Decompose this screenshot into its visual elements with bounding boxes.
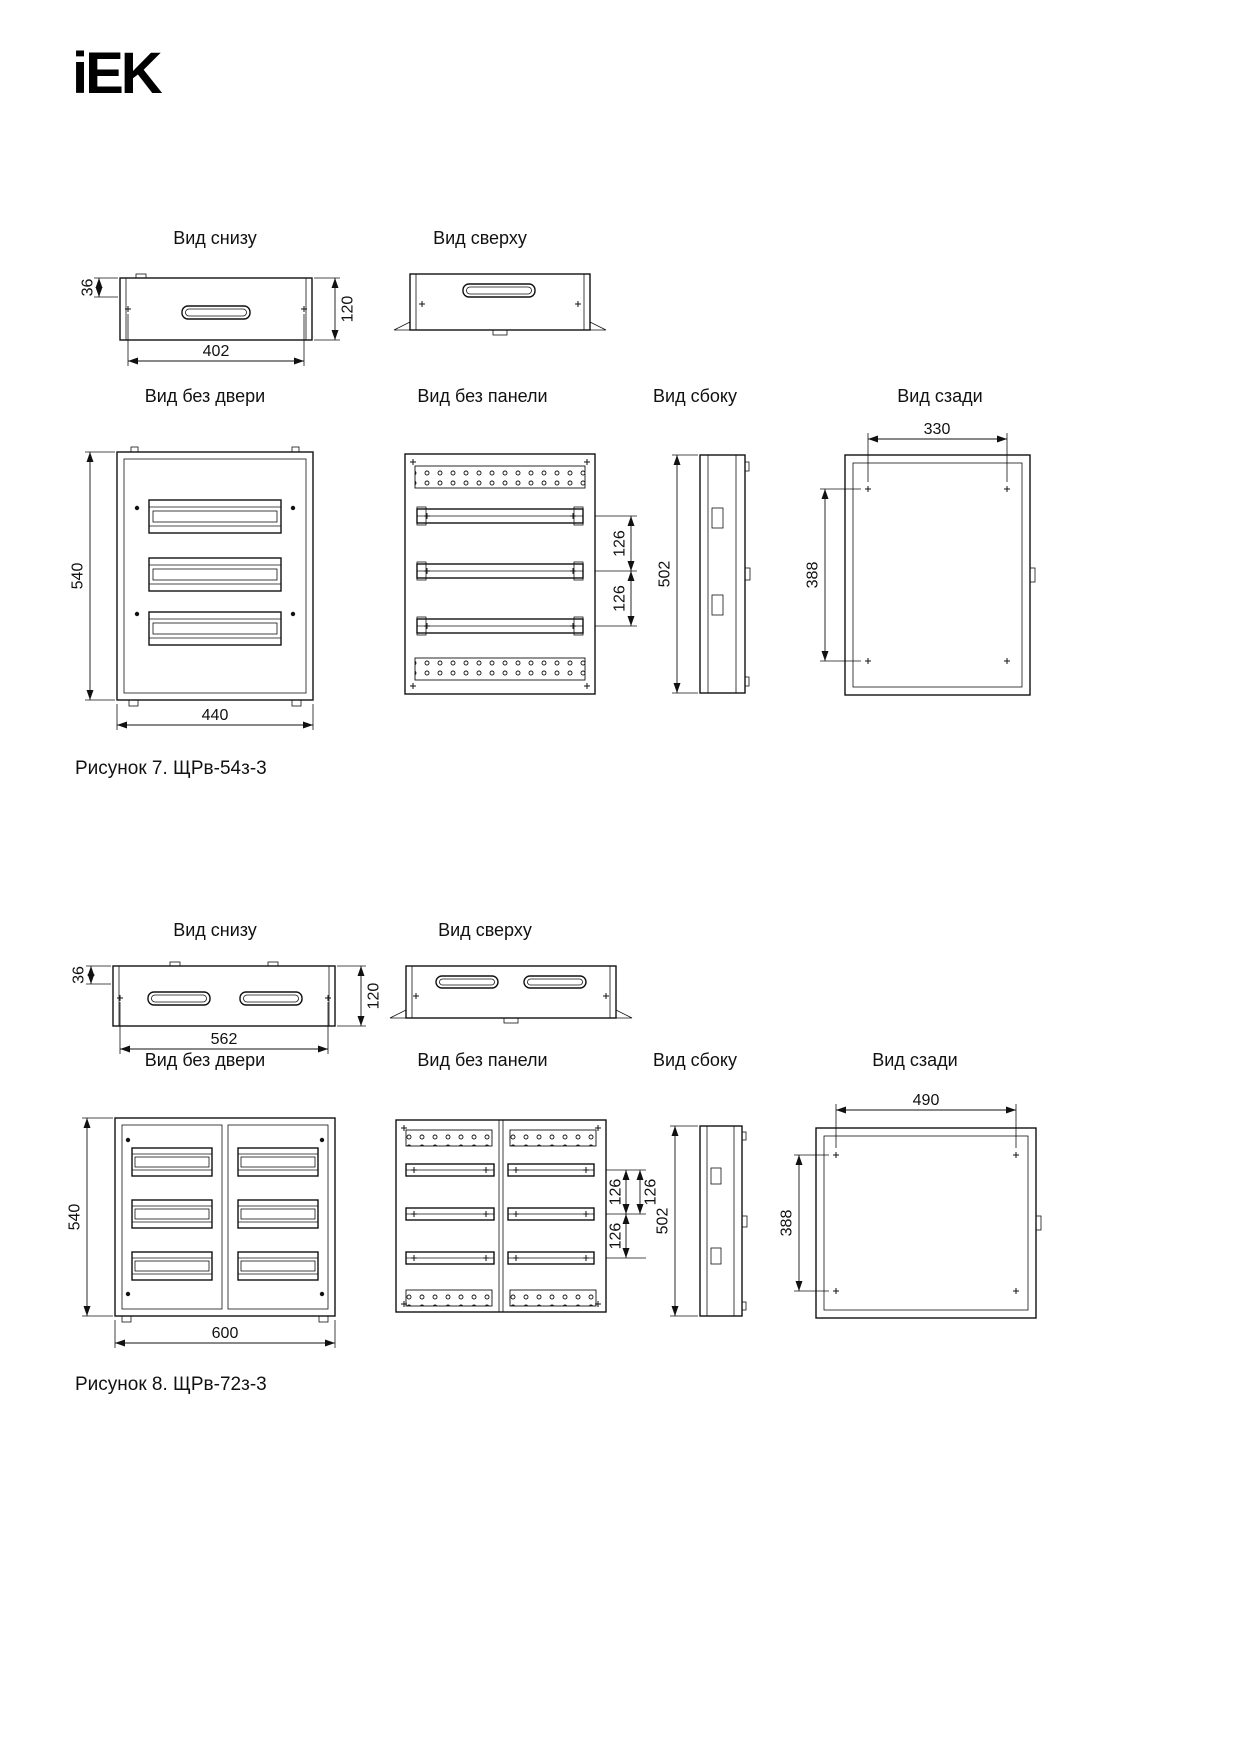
enclosure-top-outline <box>394 274 606 335</box>
fig8-label-panel-view: Вид без панели <box>417 1050 548 1070</box>
perforation-strip <box>510 1290 596 1306</box>
enclosure-panel-outline <box>405 454 595 694</box>
dim-402: 402 <box>202 343 230 360</box>
fig8-front-view <box>60 1090 370 1390</box>
fig7-label-panel-view: Вид без панели <box>417 386 548 406</box>
module-rows <box>149 500 281 645</box>
dim-126-bottom: 126 <box>611 585 629 612</box>
perforation-strip-bottom <box>415 658 585 680</box>
fig7-bottom-view <box>78 254 378 389</box>
corner-screws <box>401 1125 601 1307</box>
mounting-flange-right <box>616 1010 632 1018</box>
dim-388: 388 <box>804 561 822 589</box>
dimensions <box>655 1126 699 1316</box>
fig8-label-front-view: Вид без двери <box>144 1050 266 1070</box>
corner-screws <box>410 459 590 689</box>
enclosure-rear-outline <box>845 455 1035 695</box>
fig8-label-bottom-view: Вид снизу <box>173 920 257 940</box>
mounting-flange-left <box>390 1010 406 1018</box>
dimensions <box>657 455 699 693</box>
screw-marks <box>419 301 581 307</box>
dimensions <box>805 421 1008 661</box>
mounting-flange-left <box>394 322 410 330</box>
fig8-panel-view <box>378 1092 678 1392</box>
dim-502: 502 <box>654 1207 672 1235</box>
dimensions <box>595 516 637 626</box>
fig7-label-bottom-view: Вид снизу <box>173 228 257 248</box>
dim-502: 502 <box>656 560 674 588</box>
fig7-panel-view <box>383 428 673 738</box>
bottom-tab <box>493 330 507 335</box>
perforation-strip <box>406 1290 492 1306</box>
dim-600: 600 <box>211 1325 239 1342</box>
fig7-front-view <box>65 428 345 738</box>
dimensions <box>67 1118 336 1348</box>
lock-tab <box>745 568 750 580</box>
dim-126-c: 126 <box>607 1222 625 1250</box>
perforation-strip <box>406 1130 492 1146</box>
lock-tab <box>1036 1216 1041 1230</box>
dim-120: 120 <box>339 295 357 323</box>
module-rows <box>132 1148 318 1280</box>
hinge-block <box>712 595 723 615</box>
din-rails <box>406 1164 594 1264</box>
dim-562: 562 <box>210 1031 238 1048</box>
enclosure-panel-outline <box>396 1120 606 1312</box>
fig8-side-view <box>650 1098 765 1358</box>
mounting-screws <box>833 1152 1019 1294</box>
fig7-label-side-view: Вид сбоку <box>653 386 737 406</box>
enclosure-top-outline <box>390 966 632 1023</box>
mounting-flange-right <box>590 322 606 330</box>
dim-126-top: 126 <box>611 530 629 557</box>
fig8-label-top-view: Вид сверху <box>438 920 532 940</box>
hinge-block <box>712 508 723 528</box>
enclosure-side-outline <box>700 455 750 693</box>
dim-330: 330 <box>923 421 951 438</box>
fig8-label-rear-view: Вид сзади <box>872 1050 958 1070</box>
enclosure-rear-outline <box>816 1128 1041 1318</box>
dim-490: 490 <box>912 1092 940 1109</box>
fig7-top-view <box>385 260 615 365</box>
enclosure-bottom-outline <box>113 962 335 1026</box>
fig8-bottom-view <box>66 946 401 1071</box>
fig7-rear-view <box>800 418 1070 718</box>
dim-126-a: 126 <box>607 1178 625 1206</box>
enclosure-side-outline <box>700 1126 747 1316</box>
enclosure-bottom-outline <box>120 274 312 340</box>
hinge-block <box>711 1248 721 1264</box>
dim-126-b: 126 <box>642 1178 660 1206</box>
dimensions <box>80 278 357 366</box>
figure7-caption: Рисунок 7. ЩРв-54з-3 <box>75 758 267 779</box>
lock-tab <box>742 1216 747 1227</box>
dim-36: 36 <box>70 966 88 984</box>
fig7-label-front-view: Вид без двери <box>144 386 266 406</box>
iek-logo: iEK <box>72 41 160 106</box>
lock-tab <box>1030 568 1035 582</box>
din-rails <box>417 507 583 635</box>
dim-440: 440 <box>201 707 229 724</box>
bottom-tab <box>504 1018 518 1023</box>
perforation-strip <box>510 1130 596 1146</box>
fig7-label-top-view: Вид сверху <box>433 228 527 248</box>
fig7-label-rear-view: Вид сзади <box>897 386 983 406</box>
mounting-screws <box>865 486 1010 664</box>
enclosure-front-outline <box>117 447 313 706</box>
hinge-block <box>711 1168 721 1184</box>
fig8-label-side-view: Вид сбоку <box>653 1050 737 1070</box>
dimensions <box>779 1092 1017 1291</box>
fig8-top-view <box>388 952 638 1047</box>
dimensions <box>71 966 383 1054</box>
dim-388: 388 <box>778 1209 796 1237</box>
figure8-caption: Рисунок 8. ЩРв-72з-3 <box>75 1374 267 1395</box>
dim-540: 540 <box>69 562 87 590</box>
screw-marks <box>413 993 609 999</box>
dim-120: 120 <box>365 982 383 1010</box>
fig8-rear-view <box>776 1088 1066 1388</box>
dim-540: 540 <box>66 1203 84 1231</box>
dim-36: 36 <box>79 278 97 297</box>
perforation-strip-top <box>415 466 585 488</box>
fig7-side-view <box>650 430 765 730</box>
